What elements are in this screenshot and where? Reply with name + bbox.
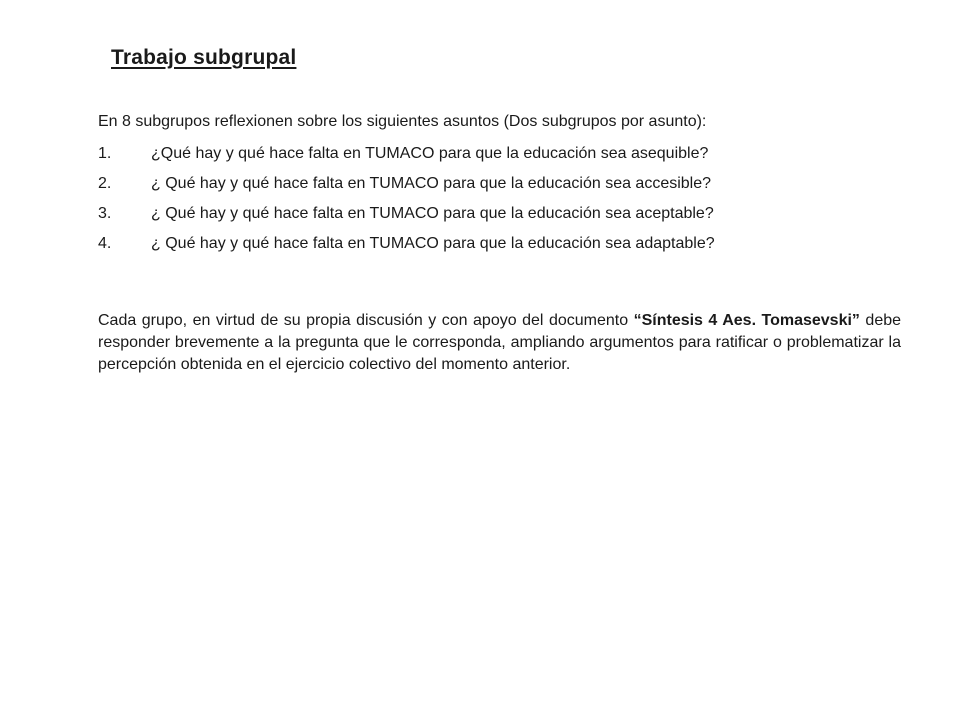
list-item [98, 204, 908, 224]
list-item [98, 174, 908, 194]
item-text: ¿ Qué hay y qué hace falta en TUMACO para que la educación sea adaptable? [151, 235, 715, 252]
item-text: ¿ Qué hay y qué hace falta en TUMACO para que la educación sea accesible? [151, 175, 712, 192]
item-text: ¿Qué hay y qué hace falta en TUMACO para que la educación sea asequible? [151, 145, 709, 162]
intro-text: En 8 subgrupos reflexionen sobre los siguientes asuntos (Dos subgrupos por asunto): [98, 113, 707, 130]
item-number: 3. [98, 205, 112, 222]
document-reference: “Síntesis 4 Aes. Tomasevski” [633, 312, 860, 329]
item-number: 1. [98, 145, 112, 162]
paragraph-text: Cada grupo, en virtud de su propia discusión y con apoyo del documento [98, 312, 634, 329]
slide-title: Trabajo subgrupal [111, 46, 297, 69]
instructions-paragraph [98, 310, 901, 376]
list-item [98, 144, 908, 164]
list-item [98, 234, 908, 254]
item-number: 2. [98, 175, 112, 192]
paragraph-text: debe responder brevemente a la pregunta que le corresponda, ampliando argumentos para ratificar o problematizar la percepción obtenida en el ejercicio colectivo del momento anterior. [98, 312, 902, 373]
item-number: 4. [98, 235, 112, 252]
item-text: ¿ Qué hay y qué hace falta en TUMACO para que la educación sea aceptable? [151, 205, 714, 222]
questions-list [98, 144, 908, 264]
